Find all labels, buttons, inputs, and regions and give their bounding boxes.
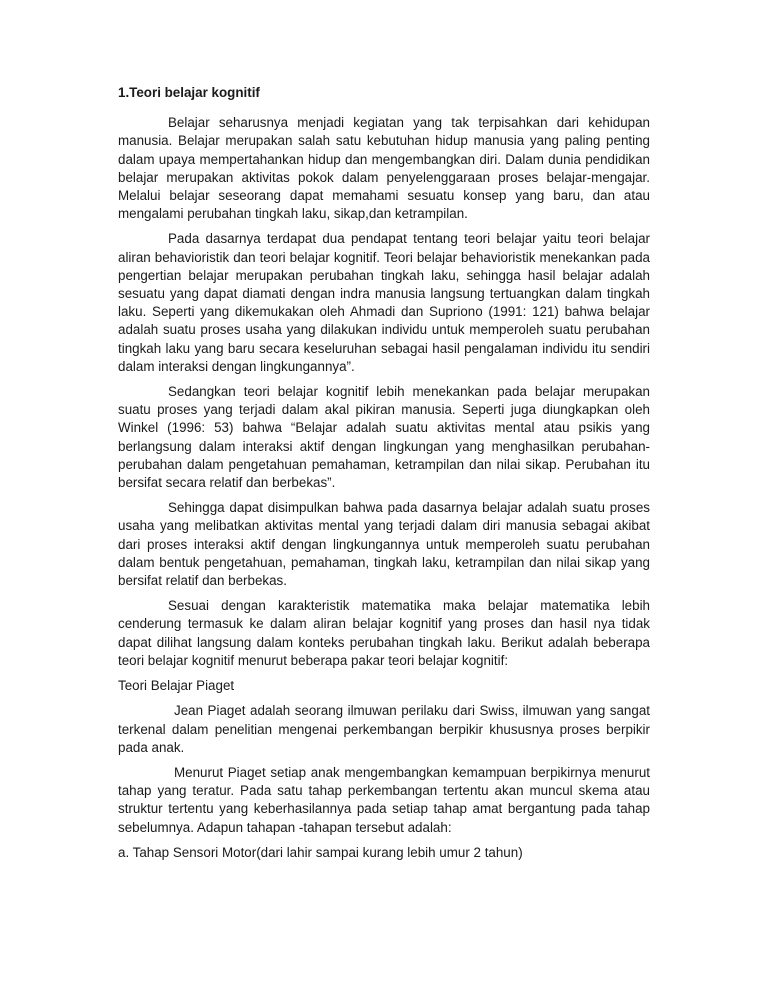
- paragraph-behavioristik: Pada dasarnya terdapat dua pendapat tentang teori belajar yaitu teori belajar aliran behavioristik dan teori belajar kognitif. Teori belajar behavioristik menekankan pada pengertian belajar merupakan perubahan tingkah laku, sehingga hasil belajar adalah sesuatu yang dapat diamati dengan indra manusia langsung tertuangkan dalam tingkah laku. Seperti yang dikemukakan oleh Ahmadi dan Supriono (1991: 121) bahwa belajar adalah suatu proses usaha yang dilakukan individu untuk memperoleh suatu perubahan tingkah laku yang baru secara keseluruhan sebagai hasil pengalaman individu itu sendiri dalam interaksi dengan lingkungannya”.: [118, 231, 650, 374]
- paragraph-piaget-tahapan: Menurut Piaget setiap anak mengembangkan kemampuan berpikirnya menurut tahap yang teratur. Pada satu tahap perkembangan tertentu akan muncul skema atau struktur tertentu yang keberhasilannya pada setiap tahap amat bergantung pada tahap sebelumnya. Adapun tahapan -tahapan tersebut adalah:: [118, 764, 650, 835]
- document-page: [118, 84, 650, 862]
- paragraph-kesimpulan: Sehingga dapat disimpulkan bahwa pada dasarnya belajar adalah suatu proses usaha yang melibatkan aktivitas mental yang terjadi dalam diri manusia sebagai akibat dari proses interaksi aktif dengan lingkungannya untuk memperoleh suatu perubahan dalam bentuk pengetahuan, pemahaman, tingkah laku, ketrampilan dan nilai sikap yang bersifat relatif dan berbekas.: [118, 500, 650, 589]
- paragraph-piaget-intro: Jean Piaget adalah seorang ilmuwan perilaku dari Swiss, ilmuwan yang sangat terkenal dalam penelitian mengenai perkembangan berpikir khususnya proses berpikir pada anak.: [118, 703, 650, 755]
- section-subheading: Teori Belajar Piaget: [118, 678, 235, 694]
- list-item-sensori-motor: a. Tahap Sensori Motor(dari lahir sampai kurang lebih umur 2 tahun): [118, 844, 523, 860]
- paragraph-kognitif: Sedangkan teori belajar kognitif lebih menekankan pada belajar merupakan suatu proses yang terjadi dalam akal pikiran manusia. Seperti juga diungkapkan oleh Winkel (1996: 53) bahwa “Belajar adalah suatu aktivitas mental atau psikis yang berlangsung dalam interaksi aktif dengan lingkungan yang menghasilkan perubahan-perubahan dalam pengetahuan pemahaman, ketrampilan dan nilai sikap. Perubahan itu bersifat secara relatif dan berbekas”.: [118, 384, 650, 491]
- paragraph-matematika: Sesuai dengan karakteristik matematika maka belajar matematika lebih cenderung termasuk ke dalam aliran belajar kognitif yang proses dan hasil nya tidak dapat dilihat langsung dalam konteks perubahan tingkah laku. Berikut adalah beberapa teori belajar kognitif menurut beberapa pakar teori belajar kognitif:: [118, 598, 650, 668]
- paragraph-intro: Belajar seharusnya menjadi kegiatan yang tak terpisahkan dari kehidupan manusia. Belajar merupakan salah satu kebutuhan hidup manusia yang paling penting dalam upaya mempertahankan hidup dan mengembangkan diri. Dalam dunia pendidikan belajar merupakan aktivitas pokok dalam penyelenggaraan proses belajar-mengajar. Melalui belajar seseorang dapat memahami sesuatu konsep yang baru, dan atau mengalami perubahan tingkah laku, sikap,dan ketrampilan.: [118, 115, 650, 222]
- document-title: 1.Teori belajar kognitif: [118, 85, 260, 100]
